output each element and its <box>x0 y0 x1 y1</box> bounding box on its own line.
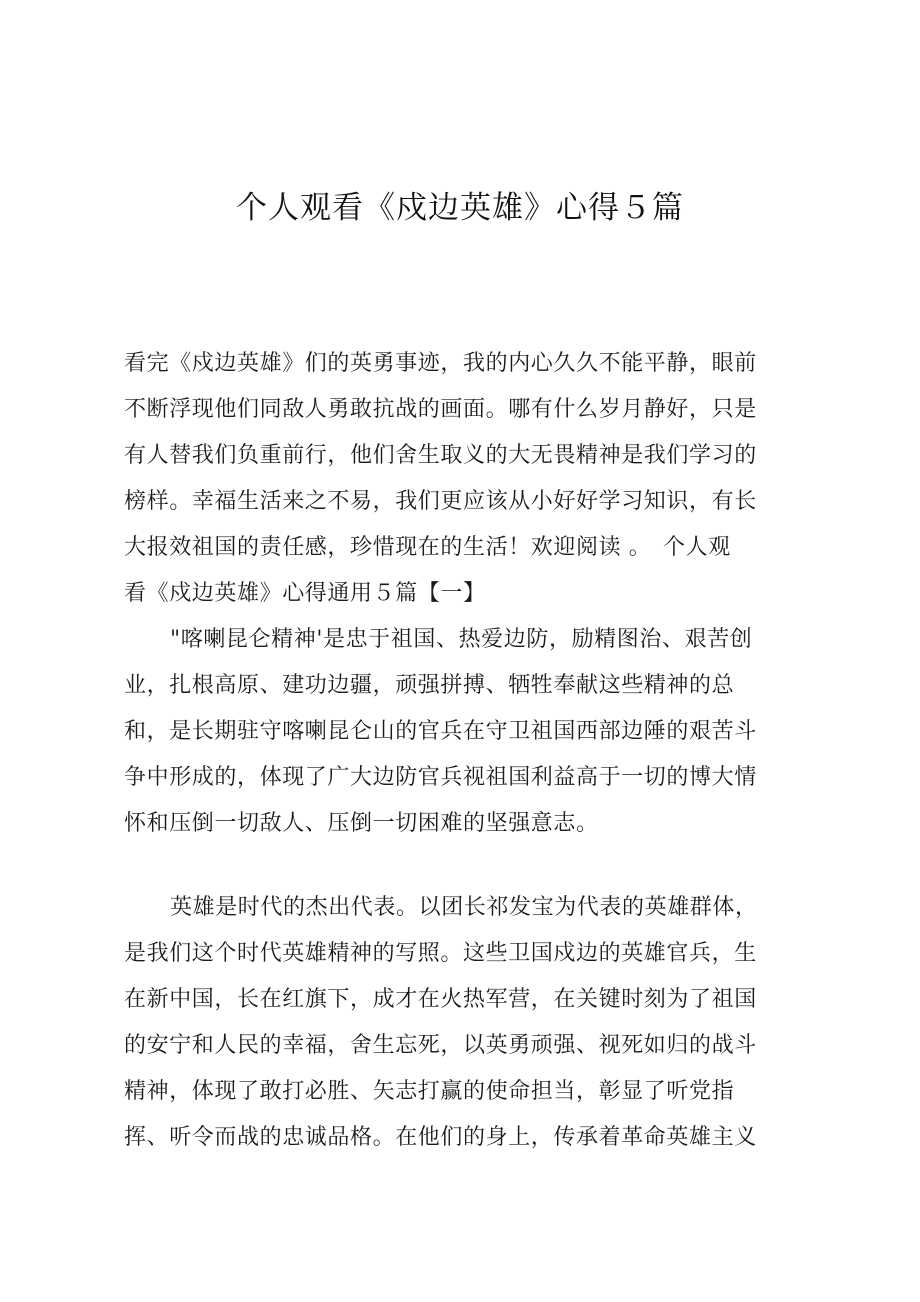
text-line: 是我们这个时代英雄精神的写照。这些卫国戍边的英雄官兵，生 <box>124 941 757 966</box>
text-line: 争中形成的，体现了广大边防官兵视祖国利益高于一切的博大情 <box>124 765 757 790</box>
text-line: 怀和压倒一切敌人、压倒一切困难的坚强意志。 <box>124 811 599 836</box>
document-title: 个人观看《戍边英雄》心得５篇 <box>236 190 684 226</box>
text-line: 挥、听令而战的忠诚品格。在他们的身上，传承着革命英雄主义 <box>124 1125 757 1150</box>
paragraph-block-1 <box>124 341 814 847</box>
paragraph-block-2 <box>124 885 814 1161</box>
text-line: 英雄是时代的杰出代表。以团长祁发宝为代表的英雄群体， <box>170 895 758 920</box>
text-line: "喀喇昆仑精神'是忠于祖国、热爱边防，励精图治、艰苦创 <box>170 627 753 652</box>
text-line: 和，是长期驻守喀喇昆仑山的官兵在守卫祖国西部边陲的艰苦斗 <box>124 719 757 744</box>
text-line: 有人替我们负重前行，他们舍生取义的大无畏精神是我们学习的 <box>124 443 757 468</box>
text-line: 看《戍边英雄》心得通用５篇【一】 <box>124 581 486 606</box>
text-line: 不断浮现他们同敌人勇敢抗战的画面。哪有什么岁月静好，只是 <box>124 397 757 422</box>
text-line: 榜样。幸福生活来之不易，我们更应该从小好好学习知识，有长 <box>124 489 757 514</box>
text-line: 精神，体现了敢打必胜、矢志打赢的使命担当，彰显了听党指 <box>124 1079 735 1104</box>
text-line: 大报效祖国的责任感，珍惜现在的生活！欢迎阅读 。 个人观 <box>124 535 731 560</box>
text-line: 看完《戍边英雄》们的英勇事迹，我的内心久久不能平静，眼前 <box>124 351 757 376</box>
text-line: 的安宁和人民的幸福，舍生忘死，以英勇顽强、视死如归的战斗 <box>124 1033 757 1058</box>
text-line: 在新中国，长在红旗下，成才在火热军营，在关键时刻为了祖国 <box>124 987 757 1012</box>
text-line: 业，扎根高原、建功边疆，顽强拼搏、牺牲奉献这些精神的总 <box>124 673 735 698</box>
